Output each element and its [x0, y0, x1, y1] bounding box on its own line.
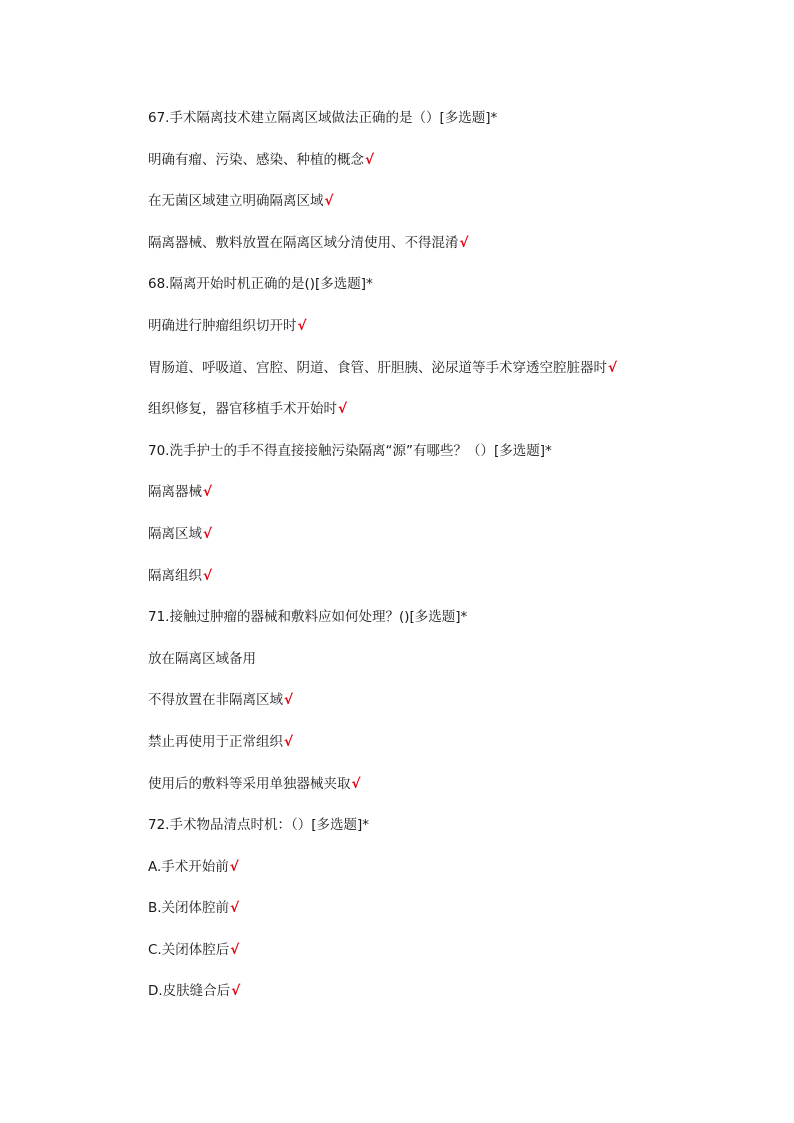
option-item	[148, 146, 748, 188]
question-title: 67.手术隔离技术建立隔离区域做法正确的是（）[多选题]*	[148, 110, 498, 126]
option-item	[148, 354, 748, 396]
option-item	[148, 645, 748, 687]
option-text: 隔离组织	[148, 567, 202, 584]
option-item	[148, 478, 748, 520]
option-text: 隔离器械	[148, 484, 202, 501]
option-item	[148, 977, 748, 1019]
question-title: 72.手术物品清点时机：（）[多选题]*	[148, 817, 370, 834]
checkmark-icon: √	[608, 359, 618, 376]
option-item	[148, 770, 748, 812]
option-item	[148, 894, 748, 936]
checkmark-icon: √	[231, 983, 241, 1000]
question-title: 71.接触过肿瘤的器械和敷料应如何处理？()[多选题]*	[148, 609, 468, 626]
checkmark-icon: √	[297, 317, 307, 334]
option-item	[148, 728, 748, 770]
option-text: 胃肠道、呼吸道、宫腔、阴道、食管、肝胆胰、泌尿道等手术穿透空腔脏器时	[148, 359, 607, 376]
checkmark-icon: √	[229, 858, 239, 875]
option-text: 明确有瘤、污染、感染、种植的概念	[148, 151, 364, 168]
option-item	[148, 395, 748, 437]
option-item	[148, 936, 748, 978]
option-item	[148, 562, 748, 604]
checkmark-icon: √	[203, 484, 213, 501]
checkmark-icon: √	[230, 941, 240, 958]
document-body	[148, 104, 748, 1019]
option-item	[148, 229, 748, 271]
option-text: 在无菌区域建立明确隔离区域	[148, 193, 324, 210]
checkmark-icon: √	[338, 401, 348, 418]
option-text: D.皮肤缝合后	[148, 983, 231, 1000]
option-text: 不得放置在非隔离区域	[148, 692, 283, 709]
option-text: 使用后的敷料等采用单独器械夹取	[148, 775, 351, 792]
checkmark-icon: √	[459, 234, 469, 251]
option-text: 隔离区域	[148, 525, 202, 542]
checkmark-icon: √	[324, 193, 334, 210]
checkmark-icon: √	[203, 567, 213, 584]
option-text: 组织修复，器官移植手术开始时	[148, 401, 337, 418]
checkmark-icon: √	[230, 900, 240, 917]
checkmark-icon: √	[284, 733, 294, 750]
option-item	[148, 187, 748, 229]
option-text: C.关闭体腔后	[148, 941, 230, 958]
option-item	[148, 853, 748, 895]
option-text: 禁止再使用于正常组织	[148, 733, 283, 750]
option-text: B.关闭体腔前	[148, 900, 230, 917]
option-item	[148, 312, 748, 354]
option-item	[148, 520, 748, 562]
option-item	[148, 686, 748, 728]
option-text: 隔离器械、敷料放置在隔离区域分清使用、不得混淆	[148, 234, 459, 251]
question-title: 68.隔离开始时机正确的是()[多选题]*	[148, 276, 373, 293]
checkmark-icon: √	[203, 525, 213, 542]
checkmark-icon: √	[284, 692, 294, 709]
question-title: 70.洗手护士的手不得直接接触污染隔离“源”有哪些？（）[多选题]*	[148, 442, 552, 459]
checkmark-icon: √	[365, 151, 375, 168]
option-text: 明确进行肿瘤组织切开时	[148, 317, 297, 334]
option-text: A.手术开始前	[148, 858, 229, 875]
checkmark-icon: √	[351, 775, 361, 792]
option-text: 放在隔离区域备用	[148, 650, 256, 667]
